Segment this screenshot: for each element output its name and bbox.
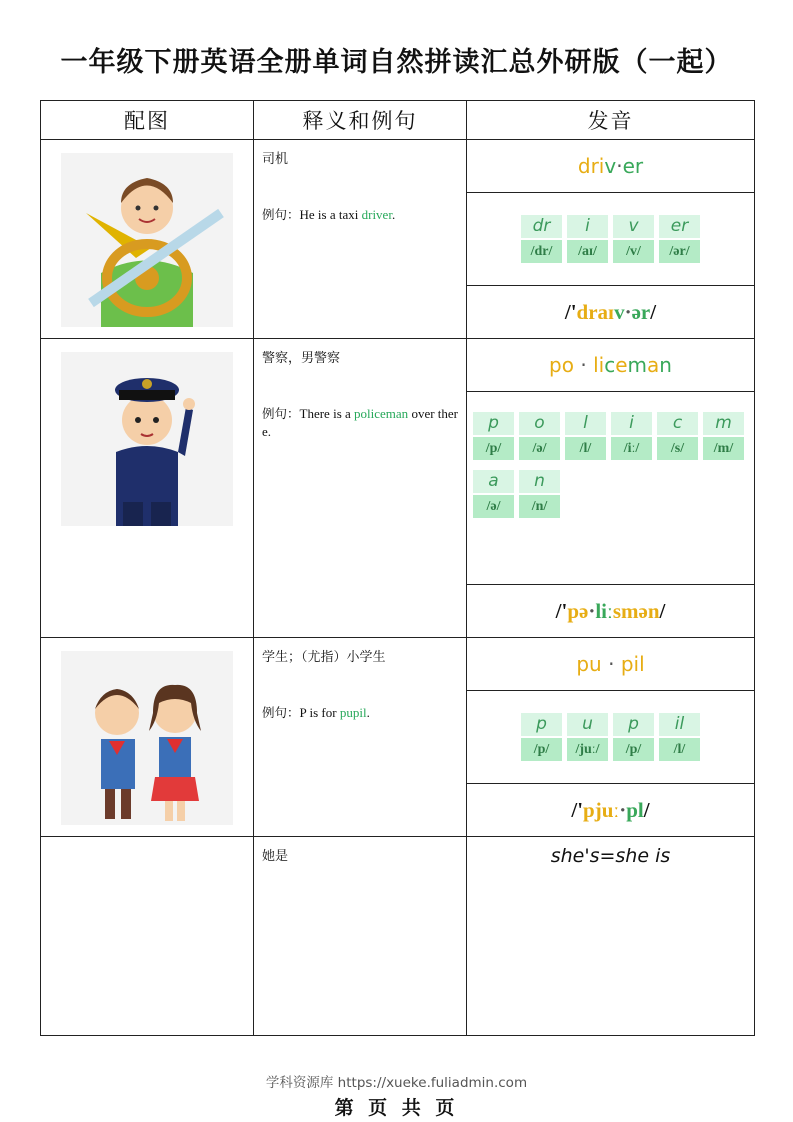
example-label: 例句：: [262, 207, 300, 222]
ipa-segment: pl: [626, 797, 644, 822]
contraction-text: she's=she is: [550, 845, 671, 867]
table-row: [41, 140, 755, 193]
sentence-text: .: [366, 705, 370, 720]
policeman-illustration: [61, 352, 233, 526]
tile-letters: u: [567, 713, 608, 736]
tile-sound: /iː/: [611, 437, 652, 460]
page-number: 第 页 共 页: [334, 1097, 459, 1119]
phonics-tile: [659, 713, 700, 761]
tile-sound: /p/: [521, 738, 562, 761]
tile-letters: m: [703, 412, 744, 435]
phonics-tiles: [467, 215, 754, 263]
ipa-transcription: [467, 784, 755, 837]
word-segment: pil: [620, 652, 645, 676]
phonics-tile: [473, 412, 514, 460]
ipa-segment: pjuː: [583, 797, 620, 822]
meaning-text: 学生；（尤指）小学生: [262, 650, 386, 665]
phonics-tiles: [467, 412, 754, 518]
tile-sound: /p/: [613, 738, 654, 761]
tile-letters: c: [657, 412, 698, 435]
ipa-segment: /: [659, 598, 666, 623]
phonics-tile: [611, 412, 652, 460]
pupils-illustration: [61, 651, 233, 825]
tile-letters: er: [659, 215, 700, 238]
word-segment: n: [659, 353, 672, 377]
example-sentence: [262, 405, 458, 441]
phonics-tile: [659, 215, 700, 263]
meaning-cell: [254, 638, 467, 837]
sentence-text: P is for: [299, 705, 340, 720]
ipa-segment: ·: [588, 598, 596, 623]
phonics-tiles-cell: [467, 392, 755, 585]
tile-sound: /p/: [473, 437, 514, 460]
word-segment: ·: [601, 652, 621, 676]
phonics-tile: [519, 412, 560, 460]
ipa-transcription: [467, 585, 755, 638]
sentence-text: There is a: [299, 406, 355, 421]
ipa-segment: pə: [567, 598, 589, 623]
tile-letters: l: [565, 412, 606, 435]
tile-sound: /ə/: [473, 495, 514, 518]
ipa-transcription: [467, 286, 755, 339]
syllable-word: [467, 140, 755, 193]
word-segment: pu: [576, 652, 602, 676]
tile-sound: /n/: [519, 495, 560, 518]
ipa-segment: draɪ: [576, 299, 615, 324]
table-row: [41, 638, 755, 691]
ipa-segment: ·: [624, 299, 632, 324]
meaning-cell: [254, 339, 467, 638]
tile-sound: /l/: [565, 437, 606, 460]
tile-sound: /aɪ/: [567, 240, 608, 263]
ipa-segment: /': [555, 598, 568, 623]
meaning-cell: [254, 837, 467, 1036]
tile-sound: /ər/: [659, 240, 700, 263]
ipa-segment: /: [643, 797, 650, 822]
ipa-segment: ər: [631, 299, 651, 324]
sentence-text: He is a taxi: [299, 207, 362, 222]
ipa-segment: v: [614, 299, 625, 324]
tile-sound: /m/: [703, 437, 744, 460]
tile-sound: /juː/: [567, 738, 608, 761]
example-label: 例句：: [262, 406, 300, 421]
meaning-text: 她是: [262, 849, 289, 864]
phonics-tile: [565, 412, 606, 460]
phonics-tile: [703, 412, 744, 460]
word-segment: dri: [577, 154, 605, 178]
word-segment: e: [615, 353, 628, 377]
example-sentence: [262, 206, 458, 224]
highlight-word: policeman: [354, 406, 409, 421]
header-meaning: 释义和例句: [254, 101, 467, 140]
word-segment: c: [604, 353, 616, 377]
tile-letters: il: [659, 713, 700, 736]
phonics-tile: [521, 215, 562, 263]
header-pronunciation: 发音: [467, 101, 755, 140]
meaning-text: 司机: [262, 152, 289, 167]
tile-sound: /s/: [657, 437, 698, 460]
pronunciation-cell: [467, 837, 755, 1036]
ipa-segment: /': [564, 299, 577, 324]
phonics-tile: [519, 470, 560, 518]
driver-illustration: [61, 153, 233, 327]
table-row: [41, 339, 755, 392]
word-segment: ·: [573, 353, 594, 377]
word-segment: ·: [616, 154, 623, 178]
ipa-segment: ·: [619, 797, 627, 822]
example-sentence: [262, 704, 458, 722]
word-segment: po: [549, 353, 574, 377]
phonics-tile: [567, 215, 608, 263]
picture-cell: [41, 837, 254, 1036]
word-segment: er: [622, 154, 644, 178]
page-title: 一年级下册英语全册单词自然拼读汇总外研版（一起）: [60, 47, 733, 78]
phonics-tile: [473, 470, 514, 518]
picture-cell: [41, 339, 254, 638]
ipa-segment: /: [650, 299, 657, 324]
syllable-word: [467, 339, 755, 392]
phonics-tile: [613, 713, 654, 761]
tile-letters: p: [473, 412, 514, 435]
word-segment: m: [627, 353, 647, 377]
word-segment: v: [604, 154, 617, 178]
highlight-word: driver: [361, 207, 392, 222]
meaning-cell: [254, 140, 467, 339]
phonics-tiles: [467, 713, 754, 761]
tile-letters: p: [613, 713, 654, 736]
phonics-tiles-cell: [467, 691, 755, 784]
ipa-segment: liː: [595, 598, 613, 623]
ipa-segment: smən: [612, 598, 660, 623]
phonics-tile: [613, 215, 654, 263]
tile-letters: i: [611, 412, 652, 435]
picture-cell: [41, 638, 254, 837]
tile-letters: i: [567, 215, 608, 238]
table-row: [41, 837, 755, 1036]
source-footer: 学科资源库 https://xueke.fuliadmin.com: [265, 1075, 528, 1091]
tile-letters: a: [473, 470, 514, 493]
vocabulary-table: [40, 100, 755, 1036]
phonics-tile: [521, 713, 562, 761]
tile-letters: dr: [521, 215, 562, 238]
phonics-tile: [567, 713, 608, 761]
picture-cell: [41, 140, 254, 339]
syllable-word: [467, 638, 755, 691]
sentence-text: over there.: [262, 406, 458, 439]
highlight-word: pupil: [339, 705, 367, 720]
ipa-segment: /': [571, 797, 584, 822]
tile-sound: /ə/: [519, 437, 560, 460]
word-segment: li: [593, 353, 605, 377]
example-label: 例句：: [262, 705, 300, 720]
phonics-tiles-cell: [467, 193, 755, 286]
tile-letters: o: [519, 412, 560, 435]
tile-sound: /l/: [659, 738, 700, 761]
tile-letters: v: [613, 215, 654, 238]
sentence-text: .: [391, 207, 396, 222]
header-picture: 配图: [41, 101, 254, 140]
tile-sound: /v/: [613, 240, 654, 263]
table-header-row: [41, 101, 755, 140]
meaning-text: 警察，男警察: [262, 351, 341, 366]
tile-letters: n: [519, 470, 560, 493]
word-segment: a: [646, 353, 660, 377]
tile-sound: /dr/: [521, 240, 562, 263]
tile-letters: p: [521, 713, 562, 736]
phonics-tile: [657, 412, 698, 460]
